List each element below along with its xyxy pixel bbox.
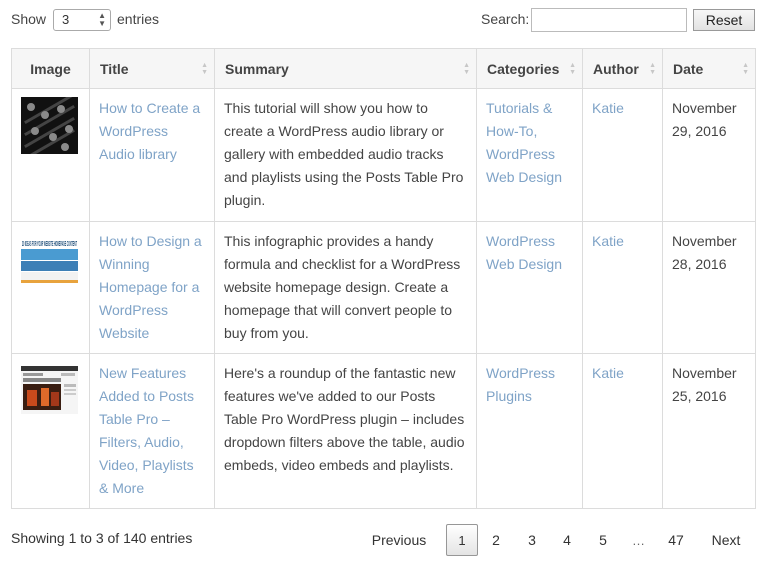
search-input[interactable] xyxy=(531,8,687,32)
select-arrows-icon: ▲ ▼ xyxy=(98,11,106,28)
title-cell xyxy=(90,89,215,222)
pagination xyxy=(364,524,756,556)
page-button-3[interactable]: 3 xyxy=(528,532,536,548)
sort-icon: ▲ ▼ xyxy=(463,62,470,76)
sort-icon: ▲ ▼ xyxy=(569,62,576,76)
post-title-link[interactable]: How to Design a Winning Homepage for a WordPress Website xyxy=(99,233,202,341)
search-label: Search: xyxy=(481,11,530,27)
page-ellipsis: … xyxy=(632,533,645,548)
author-link[interactable]: Katie xyxy=(592,233,624,249)
categories-cell xyxy=(477,89,583,222)
image-cell xyxy=(12,89,90,222)
table-row xyxy=(12,222,756,354)
categories-cell xyxy=(477,222,583,354)
page-button-5[interactable]: 5 xyxy=(599,532,607,548)
page-button-47[interactable]: 47 xyxy=(668,532,684,548)
image-cell xyxy=(12,222,90,354)
entries-label: entries xyxy=(117,11,160,27)
title-cell xyxy=(90,354,215,509)
table-controls xyxy=(11,8,755,32)
table-row xyxy=(12,89,756,222)
category-link[interactable]: WordPress Plugins xyxy=(486,365,555,404)
category-link[interactable]: Tutorials & How-To, WordPress Web Design xyxy=(486,100,563,185)
header-title-label: Title xyxy=(100,60,129,77)
reset-button[interactable]: Reset xyxy=(693,9,755,31)
entries-per-page-select[interactable] xyxy=(53,9,111,31)
author-link[interactable]: Katie xyxy=(592,100,624,116)
header-categories[interactable] xyxy=(477,49,583,89)
author-cell xyxy=(583,354,663,509)
sort-icon: ▲ ▼ xyxy=(742,62,749,76)
next-page-button[interactable]: Next xyxy=(711,532,741,548)
post-date: November 28, 2016 xyxy=(672,233,737,272)
header-summary-label: Summary xyxy=(225,60,289,77)
date-cell xyxy=(663,354,756,509)
screenshot-thumbnail-icon[interactable] xyxy=(21,362,78,419)
summary-cell xyxy=(215,354,477,509)
infographic-thumbnail-icon[interactable] xyxy=(21,230,78,287)
posts-table xyxy=(11,48,756,509)
infographic-text: 20 IDEAS FOR YOUR WEBSITE HOMEPAGE CONTENT xyxy=(22,241,78,248)
page-button-4[interactable]: 4 xyxy=(563,532,571,548)
image-cell xyxy=(12,354,90,509)
author-cell xyxy=(583,89,663,222)
header-categories-label: Categories xyxy=(487,60,560,77)
summary-cell xyxy=(215,89,477,222)
post-summary: This tutorial will show you how to create a WordPress audio library or gallery with embedded audio tracks and playlists using the Posts Table Pro plugin. xyxy=(224,100,464,208)
table-info: Showing 1 to 3 of 140 entries xyxy=(11,530,193,546)
sort-icon: ▲ ▼ xyxy=(649,62,656,76)
header-author[interactable] xyxy=(583,49,663,89)
header-image: Image xyxy=(12,49,90,89)
post-summary: Here's a roundup of the fantastic new features we've added to our Posts Table Pro WordPress plugin – includes dropdown filters above the table, audio embeds, video embeds and playlists. xyxy=(224,365,465,473)
summary-cell xyxy=(215,222,477,354)
post-summary: This infographic provides a handy formula and checklist for a WordPress website homepage design. Create a homepage that will convert people to buy from you. xyxy=(224,233,461,341)
author-cell xyxy=(583,222,663,354)
post-title-link[interactable]: How to Create a WordPress Audio library xyxy=(99,100,201,162)
mixer-thumbnail-icon[interactable] xyxy=(21,97,78,154)
title-cell xyxy=(90,222,215,354)
post-date: November 25, 2016 xyxy=(672,365,737,404)
table-row xyxy=(12,354,756,509)
author-link[interactable]: Katie xyxy=(592,365,624,381)
date-cell xyxy=(663,222,756,354)
categories-cell xyxy=(477,354,583,509)
page-button-1[interactable]: 1 xyxy=(446,524,478,556)
entries-select-value: 3 xyxy=(62,12,70,27)
header-title[interactable] xyxy=(90,49,215,89)
previous-page-button[interactable]: Previous xyxy=(371,532,427,548)
page-button-2[interactable]: 2 xyxy=(492,532,500,548)
post-title-link[interactable]: New Features Added to Posts Table Pro – Filters, Audio, Video, Playlists & More xyxy=(99,365,194,496)
header-summary[interactable] xyxy=(215,49,477,89)
header-date[interactable] xyxy=(663,49,756,89)
category-link[interactable]: WordPress Web Design xyxy=(486,233,563,272)
table-header-row xyxy=(12,49,756,89)
sort-icon: ▲ ▼ xyxy=(201,62,208,76)
show-label: Show xyxy=(11,11,47,27)
header-date-label: Date xyxy=(673,60,704,77)
post-date: November 29, 2016 xyxy=(672,100,737,139)
header-author-label: Author xyxy=(593,60,639,77)
date-cell xyxy=(663,89,756,222)
